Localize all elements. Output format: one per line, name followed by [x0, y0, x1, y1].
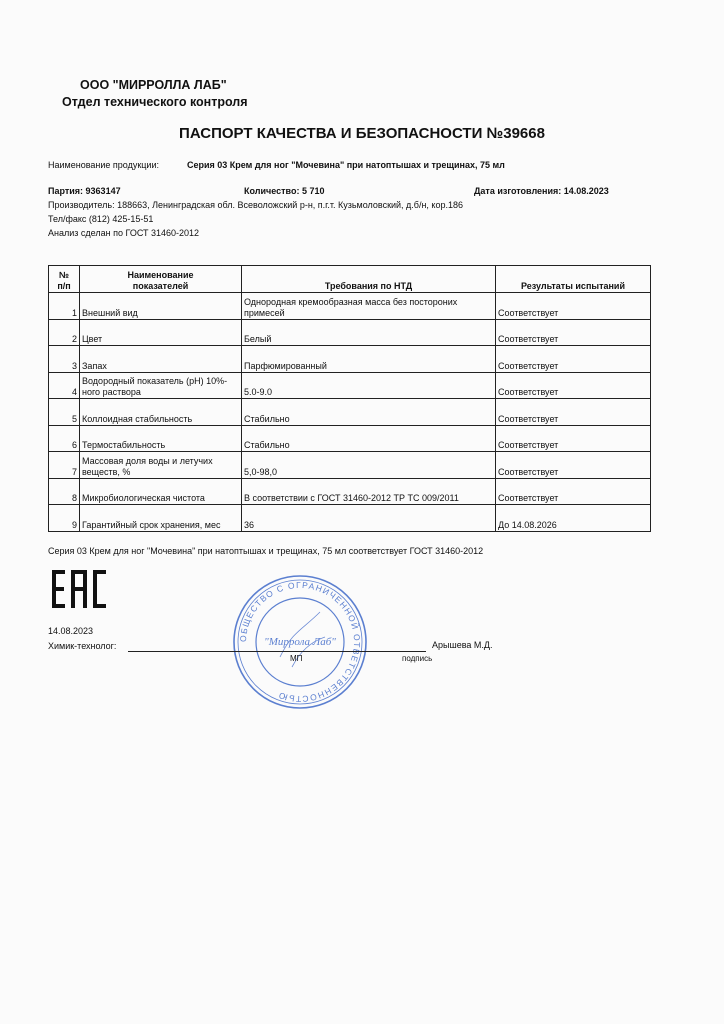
row-result: Соответствует — [496, 478, 651, 505]
producer-address: Производитель: 188663, Ленинградская обл. Всеволожский р-н, п.г.т. Кузьмоловский, д.б/н, кор.186 — [48, 200, 464, 210]
signature-line — [128, 651, 426, 652]
product-label: Наименование продукции: — [48, 160, 159, 170]
signature-date: 14.08.2023 — [48, 626, 94, 636]
row-number: 8 — [49, 478, 80, 505]
header-requirement: Требования по НТД — [242, 266, 496, 293]
header-indicator-line2: показателей — [132, 281, 189, 291]
row-number: 3 — [49, 346, 80, 373]
row-result: Соответствует — [496, 319, 651, 346]
header-number-line2: п/п — [57, 281, 71, 291]
document-title: ПАСПОРТ КАЧЕСТВА И БЕЗОПАСНОСТИ №39668 — [179, 125, 545, 142]
row-requirement: Стабильно — [242, 399, 496, 426]
table-row — [49, 505, 651, 532]
row-result: Соответствует — [496, 372, 651, 399]
row-requirement: Стабильно — [242, 425, 496, 452]
seal-place-label: МП — [290, 654, 303, 663]
row-result: Соответствует — [496, 293, 651, 320]
batch-number: Партия: 9363147 — [48, 186, 121, 196]
table-row — [49, 372, 651, 399]
row-requirement: Однородная кремообразная масса без посторониx примесей — [242, 293, 496, 320]
header-indicator-line1: Наименование — [127, 270, 194, 280]
row-indicator: Коллоидная стабильность — [80, 399, 242, 426]
row-number: 5 — [49, 399, 80, 426]
header-result: Результаты испытаний — [496, 266, 651, 293]
row-indicator: Цвет — [80, 319, 242, 346]
signatory-name: Арышева М.Д. — [432, 640, 493, 650]
row-indicator: Внешний вид — [80, 293, 242, 320]
eac-mark — [52, 570, 106, 613]
round-seal-icon — [230, 572, 370, 712]
row-result: Соответствует — [496, 425, 651, 452]
row-requirement: 5,0-98,0 — [242, 452, 496, 479]
table-header-row — [49, 266, 651, 293]
eac-logo-icon — [52, 570, 106, 608]
row-indicator: Запах — [80, 346, 242, 373]
header-indicator — [80, 266, 242, 293]
table-row — [49, 293, 651, 320]
row-number: 6 — [49, 425, 80, 452]
row-number: 9 — [49, 505, 80, 532]
signatory-role: Химик-технолог: — [48, 641, 117, 651]
row-indicator: Гарантийный срок хранения, мес — [80, 505, 242, 532]
stamp-center-text: "Миррола Лаб" — [264, 636, 336, 648]
row-indicator: Массовая доля воды и летучих веществ, % — [80, 452, 242, 479]
row-number: 4 — [49, 372, 80, 399]
row-requirement: В соответствии с ГОСТ 31460-2012 ТР ТС 009/2011 — [242, 478, 496, 505]
row-indicator: Термостабильность — [80, 425, 242, 452]
quantity: Количество: 5 710 — [244, 186, 325, 196]
row-requirement: 36 — [242, 505, 496, 532]
phone-fax: Тел/факс (812) 425-15-51 — [48, 214, 154, 224]
row-result: Соответствует — [496, 399, 651, 426]
table-row — [49, 425, 651, 452]
row-requirement: Белый — [242, 319, 496, 346]
table-row — [49, 399, 651, 426]
stamp-ring-text: ОБЩЕСТВО С ОГРАНИЧЕННОЙ ОТВЕТСТВЕННОСТЬЮ — [237, 579, 363, 705]
department-name: Отдел технического контроля — [62, 95, 248, 109]
conformity-statement: Серия 03 Крем для ног "Мочевина" при натоптышах и трещинах, 75 мл соответствует ГОСТ 31460-2012 — [48, 546, 484, 556]
row-indicator: Микробиологическая чистота — [80, 478, 242, 505]
row-requirement: Парфюмированный — [242, 346, 496, 373]
manufacture-date: Дата изготовления: 14.08.2023 — [474, 186, 609, 196]
company-name: ООО "МИРРОЛЛА ЛАБ" — [80, 78, 227, 92]
row-number: 1 — [49, 293, 80, 320]
row-result: Соответствует — [496, 346, 651, 373]
table-row — [49, 478, 651, 505]
signature-caption: подпись — [402, 654, 433, 663]
row-result: До 14.08.2026 — [496, 505, 651, 532]
row-requirement: 5.0-9.0 — [242, 372, 496, 399]
row-indicator: Водородный показатель (pH) 10%-ного раствора — [80, 372, 242, 399]
header-number-line1: № — [58, 270, 70, 280]
table-row — [49, 452, 651, 479]
table-row — [49, 346, 651, 373]
company-stamp — [230, 572, 370, 717]
row-result: Соответствует — [496, 452, 651, 479]
table-row — [49, 319, 651, 346]
results-table — [48, 265, 651, 532]
row-number: 2 — [49, 319, 80, 346]
product-value: Серия 03 Крем для ног "Мочевина" при натоптышах и трещинах, 75 мл — [187, 160, 505, 170]
row-number: 7 — [49, 452, 80, 479]
analysis-standard: Анализ сделан по ГОСТ 31460-2012 — [48, 228, 200, 238]
header-number — [49, 266, 80, 293]
